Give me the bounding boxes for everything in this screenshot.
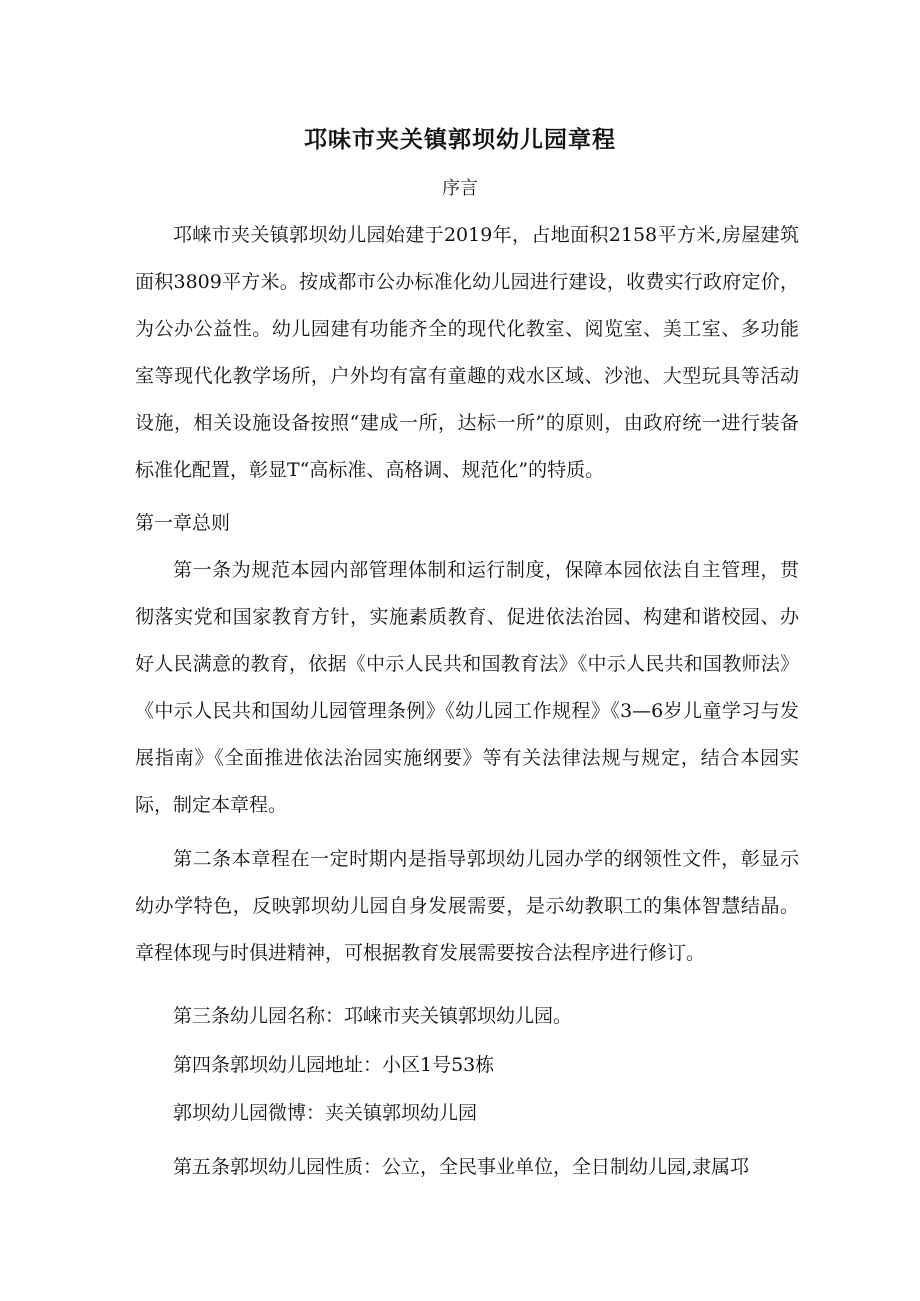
article-5-paragraph: 第五条郭坝幼儿园性质：公立，全民事业单位，全日制幼儿园,隶属邛 bbox=[173, 1156, 750, 1178]
article-3-paragraph: 第三条幼儿园名称：邛崃市夹关镇郭坝幼儿园。 bbox=[173, 1005, 573, 1027]
weibo-line: 郭坝幼儿园微博：夹关镇郭坝幼儿园 bbox=[173, 1102, 478, 1124]
article-2-paragraph: 第二条本章程在一定时期内是指导郭坝幼儿园办学的纲领性文件，彰显示幼办学特色，反映郭坝幼儿园自身发展需要，是示幼教职工的集体智慧结晶。章程体现与时俱进精神，可根据教育发展需要按合法程序进行修订。 bbox=[135, 848, 799, 964]
preface-paragraph: 邛崃市夹关镇郭坝幼儿园始建于2019年，占地面积2158平方米,房屋建筑面积3809平方米。按成都市公办标准化幼儿园进行建设，收费实行政府定价，为公办公益性。幼儿园建有功能齐全的现代化教室、阅览室、美工室、多功能室等现代化教学场所，户外均有富有童趣的戏水区域、沙池、大型玩具等活动设施，相关设施设备按照“建成一所，达标一所”的原则，由政府统一进行装备标准化配置，彰显T“高标准、高格调、规范化”的特质。 bbox=[135, 224, 799, 481]
chapter-heading: 第一章总则 bbox=[135, 512, 231, 534]
article-1-paragraph: 第一条为规范本园内部管理体制和运行制度，保障本园依法自主管理，贯彻落实党和国家教育方针，实施素质教育、促进依法治园、构建和谐校园、办好人民满意的教育，依据《中示人民共和国教育法》《中示人民共和国教师法》《中示人民共和国幼儿园管理条例》《幼儿园工作规程》《3—6岁儿童学习与发展指南》《全面推进依法治园实施纲要》等有关法律法规与规定，结合本园实际，制定本章程。 bbox=[135, 559, 799, 816]
article-4-paragraph: 第四条郭坝幼儿园地址：小区1号53栋 bbox=[173, 1054, 495, 1076]
preface-heading: 序言 bbox=[442, 178, 478, 199]
page-title: 邛味市夹关镇郭坝幼儿园章程 bbox=[304, 127, 616, 153]
